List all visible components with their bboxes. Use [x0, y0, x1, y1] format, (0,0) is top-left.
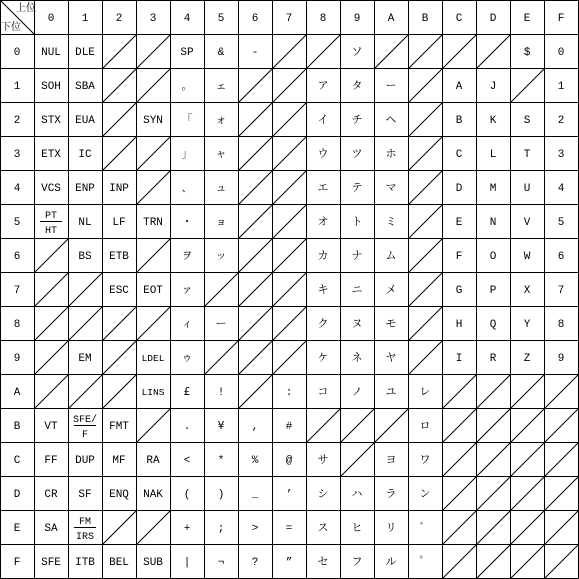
empty-cell-diagonal	[205, 273, 239, 307]
row-header: 1	[13, 81, 21, 93]
code-cell: CR	[44, 489, 58, 501]
code-cell: FMT	[109, 421, 129, 433]
code-cell: ャ	[215, 147, 227, 160]
empty-cell-diagonal	[477, 375, 511, 409]
code-cell: STX	[41, 115, 61, 127]
code-cell: 、	[181, 181, 193, 194]
code-cell: IC	[78, 149, 92, 161]
empty-cell-diagonal	[477, 443, 511, 477]
code-cell: ヌ	[351, 317, 363, 330]
column-header: 9	[353, 13, 361, 25]
empty-cell-diagonal	[103, 69, 137, 103]
code-cell: レ	[419, 385, 431, 398]
code-cell: 4	[557, 183, 565, 195]
code-cell: ン	[419, 487, 431, 500]
empty-cell-diagonal	[35, 341, 69, 375]
empty-cell-diagonal	[443, 511, 477, 545]
code-cell: SA	[44, 523, 58, 535]
code-cell: ミ	[385, 215, 397, 228]
code-cell: ー	[215, 317, 227, 330]
code-cell: VCS	[41, 183, 61, 195]
code-cell: BS	[78, 251, 92, 263]
column-header: 8	[319, 13, 327, 25]
empty-cell-diagonal	[409, 137, 443, 171]
empty-cell-diagonal	[545, 477, 579, 511]
empty-cell-diagonal	[409, 103, 443, 137]
code-cell: 6	[557, 251, 565, 263]
code-cell: EM	[78, 353, 92, 365]
code-cell: ハ	[351, 487, 363, 500]
row-header: 9	[13, 353, 21, 365]
code-cell: ウ	[317, 147, 329, 160]
empty-cell-diagonal	[69, 273, 103, 307]
empty-cell-diagonal	[103, 103, 137, 137]
code-cell: ヲ	[181, 249, 193, 262]
empty-cell-diagonal	[409, 273, 443, 307]
empty-cell-diagonal	[409, 69, 443, 103]
column-header: 4	[183, 13, 191, 25]
code-cell: DUP	[75, 455, 95, 467]
code-cell-lower: F	[81, 430, 89, 441]
column-header: E	[523, 13, 531, 25]
empty-cell-diagonal	[273, 137, 307, 171]
empty-cell-diagonal	[477, 35, 511, 69]
code-cell: <	[183, 455, 191, 467]
code-cell: ゛	[419, 521, 431, 534]
code-cell: F	[455, 251, 463, 263]
code-cell: =	[285, 523, 293, 535]
empty-cell-diagonal	[103, 341, 137, 375]
empty-cell-diagonal	[409, 239, 443, 273]
empty-cell-diagonal	[137, 409, 171, 443]
code-cell: メ	[385, 283, 397, 296]
code-cell: ソ	[351, 45, 363, 58]
row-header: 7	[13, 285, 21, 297]
empty-cell-diagonal	[137, 35, 171, 69]
empty-cell-diagonal	[137, 307, 171, 341]
code-cell: ッ	[215, 249, 227, 262]
code-cell: RA	[146, 455, 160, 467]
empty-cell-diagonal	[409, 341, 443, 375]
code-cell: SOH	[41, 81, 61, 93]
empty-cell-diagonal	[137, 239, 171, 273]
code-cell: NL	[78, 217, 92, 229]
empty-cell-diagonal	[273, 103, 307, 137]
column-header: D	[489, 13, 497, 25]
code-cell: S	[523, 115, 531, 127]
empty-cell-diagonal	[239, 103, 273, 137]
code-cell: :	[285, 387, 293, 399]
row-header: 8	[13, 319, 21, 331]
code-cell: ェ	[215, 79, 227, 92]
empty-cell-diagonal	[443, 375, 477, 409]
column-header: 2	[115, 13, 123, 25]
code-cell: セ	[317, 555, 329, 568]
code-cell: フ	[351, 555, 363, 568]
code-cell-upper: PT	[44, 211, 58, 222]
empty-cell-diagonal	[511, 69, 545, 103]
code-cell: ョ	[215, 215, 227, 228]
code-cell: N	[489, 217, 497, 229]
empty-cell-diagonal	[103, 375, 137, 409]
code-cell: ワ	[419, 453, 431, 466]
code-cell: TRN	[143, 217, 163, 229]
code-cell: 「	[181, 113, 193, 126]
code-cell: リ	[385, 521, 397, 534]
empty-cell-diagonal	[239, 273, 273, 307]
code-cell: LDEL	[141, 353, 165, 364]
row-header: 2	[13, 115, 21, 127]
code-cell: ュ	[215, 181, 227, 194]
empty-cell-diagonal	[511, 375, 545, 409]
code-cell: LINS	[141, 387, 165, 398]
code-cell: ¥	[217, 419, 225, 432]
column-header: A	[387, 13, 395, 25]
code-cell: D	[455, 183, 463, 195]
row-header: 3	[13, 149, 21, 161]
empty-cell-diagonal	[103, 307, 137, 341]
empty-cell-diagonal	[545, 409, 579, 443]
code-cell: カ	[317, 249, 329, 262]
corner-lower-label: 下位	[1, 22, 21, 33]
empty-cell-diagonal	[511, 477, 545, 511]
code-cell: INP	[109, 183, 129, 195]
code-cell: *	[217, 455, 225, 467]
empty-cell-diagonal	[35, 273, 69, 307]
code-cell: SUB	[143, 557, 163, 569]
row-header: 5	[13, 217, 21, 229]
row-header: 6	[13, 251, 21, 263]
code-cell: ESC	[109, 285, 129, 297]
code-cell: 9	[557, 353, 565, 365]
empty-cell-diagonal	[69, 307, 103, 341]
code-cell: イ	[317, 113, 329, 126]
code-cell: コ	[317, 385, 329, 398]
code-cell: Y	[523, 319, 531, 331]
empty-cell-diagonal	[69, 375, 103, 409]
code-cell: ?	[251, 557, 259, 569]
code-cell: Z	[523, 353, 531, 365]
code-cell: U	[523, 183, 531, 195]
code-cell: シ	[317, 487, 329, 500]
code-cell: ノ	[351, 385, 363, 398]
empty-cell-diagonal	[35, 307, 69, 341]
empty-cell-diagonal	[443, 443, 477, 477]
empty-cell-diagonal	[273, 307, 307, 341]
row-header: D	[13, 489, 21, 501]
code-cell: オ	[317, 215, 329, 228]
code-cell: NUL	[41, 47, 61, 59]
code-cell: )	[217, 489, 225, 501]
code-cell: P	[489, 285, 497, 297]
code-cell: #	[285, 421, 293, 433]
row-header: B	[13, 421, 21, 433]
code-cell: ー	[385, 79, 397, 92]
code-cell: ィ	[181, 317, 193, 330]
empty-cell-diagonal	[307, 35, 341, 69]
code-cell: タ	[351, 79, 363, 92]
code-cell: ス	[317, 521, 329, 534]
code-cell: EOT	[143, 285, 163, 297]
code-cell: M	[489, 183, 497, 195]
code-cell: 1	[557, 81, 565, 93]
code-cell: ケ	[317, 351, 329, 364]
code-cell-upper: SFE/	[72, 415, 98, 426]
empty-cell-diagonal	[409, 205, 443, 239]
empty-cell-diagonal	[273, 239, 307, 273]
code-cell: ¬	[217, 557, 225, 569]
empty-cell-diagonal	[477, 511, 511, 545]
code-cell: V	[523, 217, 531, 229]
code-cell: EUA	[75, 115, 95, 127]
empty-cell-diagonal	[137, 511, 171, 545]
empty-cell-diagonal	[375, 35, 409, 69]
column-header: 1	[81, 13, 89, 25]
code-cell: ・	[181, 215, 193, 228]
code-cell: C	[455, 149, 463, 161]
code-cell: ヘ	[385, 113, 397, 126]
empty-cell-diagonal	[443, 35, 477, 69]
code-cell: ク	[317, 317, 329, 330]
code-cell: Q	[489, 319, 497, 331]
code-cell: ENP	[75, 183, 95, 195]
column-header: 7	[285, 13, 293, 25]
code-cell: ナ	[351, 249, 363, 262]
code-cell: H	[455, 319, 463, 331]
code-cell: ロ	[419, 419, 431, 432]
column-header: 5	[217, 13, 225, 25]
empty-cell-diagonal	[477, 545, 511, 579]
empty-cell-diagonal	[443, 477, 477, 511]
code-cell: %	[251, 455, 259, 467]
code-cell: 7	[557, 285, 565, 297]
code-cell: J	[489, 81, 497, 93]
code-cell: モ	[385, 317, 397, 330]
empty-cell-diagonal	[341, 443, 375, 477]
empty-cell-diagonal	[103, 511, 137, 545]
code-cell: ヨ	[385, 453, 397, 466]
code-cell: ア	[317, 79, 329, 92]
column-header: 6	[251, 13, 259, 25]
empty-cell-diagonal	[239, 137, 273, 171]
code-cell: T	[523, 149, 531, 161]
row-header: E	[13, 523, 21, 535]
empty-cell-diagonal	[511, 443, 545, 477]
code-cell: SFE	[41, 557, 61, 569]
code-cell: -	[251, 47, 259, 59]
empty-cell-diagonal	[443, 545, 477, 579]
code-cell: SBA	[75, 81, 95, 93]
empty-cell-diagonal	[307, 409, 341, 443]
empty-cell-diagonal	[273, 205, 307, 239]
code-cell: G	[455, 285, 463, 297]
code-cell: ヤ	[385, 351, 397, 364]
code-cell: ツ	[351, 147, 363, 160]
code-cell: サ	[317, 453, 329, 466]
code-cell: ル	[385, 555, 397, 568]
empty-cell-diagonal	[239, 375, 273, 409]
code-cell: ITB	[75, 557, 95, 569]
empty-cell-diagonal	[273, 171, 307, 205]
empty-cell-diagonal	[239, 341, 273, 375]
row-header: 0	[13, 47, 21, 59]
empty-cell-diagonal	[239, 307, 273, 341]
code-cell: エ	[317, 181, 329, 194]
code-cell-lower: IRS	[75, 532, 95, 543]
empty-cell-diagonal	[409, 307, 443, 341]
empty-cell-diagonal	[545, 375, 579, 409]
code-cell: DLE	[75, 47, 95, 59]
code-cell: VT	[44, 421, 58, 433]
code-cell: ユ	[385, 385, 397, 398]
code-cell: ト	[351, 215, 363, 228]
corner-upper-label: 上位	[16, 3, 36, 14]
empty-cell-diagonal	[239, 205, 273, 239]
code-cell: @	[285, 455, 293, 467]
code-cell: ENQ	[109, 489, 129, 501]
code-cell: BEL	[109, 557, 129, 569]
empty-cell-diagonal	[511, 409, 545, 443]
code-cell: 3	[557, 149, 565, 161]
code-cell: ム	[385, 249, 397, 262]
code-cell: 。	[181, 79, 193, 92]
empty-cell-diagonal	[409, 171, 443, 205]
code-cell: SYN	[143, 115, 163, 127]
empty-cell-diagonal	[239, 69, 273, 103]
empty-cell-diagonal	[273, 69, 307, 103]
empty-cell-diagonal	[511, 545, 545, 579]
code-cell: キ	[317, 283, 329, 296]
code-cell: L	[489, 149, 497, 161]
empty-cell-diagonal	[273, 341, 307, 375]
code-cell: £	[183, 385, 191, 398]
code-cell: ’	[285, 489, 293, 501]
row-header: C	[13, 455, 21, 467]
column-header: 3	[149, 13, 157, 25]
row-headers	[14, 47, 21, 569]
empty-cell-diagonal	[103, 137, 137, 171]
empty-cell-diagonal	[35, 375, 69, 409]
code-cell: ホ	[385, 147, 397, 160]
column-header: 0	[47, 13, 55, 25]
row-header: 4	[13, 183, 21, 195]
empty-cell-diagonal	[545, 545, 579, 579]
empty-cell-diagonal	[375, 409, 409, 443]
code-cell: .	[183, 421, 191, 433]
code-cell: &	[217, 47, 225, 59]
empty-cell-diagonal	[545, 511, 579, 545]
empty-cell-diagonal	[239, 171, 273, 205]
code-cell: ,	[251, 421, 259, 433]
empty-cell-diagonal	[511, 511, 545, 545]
empty-cell-diagonal	[35, 239, 69, 273]
empty-cell-diagonal	[239, 239, 273, 273]
empty-cell-diagonal	[137, 69, 171, 103]
empty-cell-diagonal	[477, 409, 511, 443]
empty-cell-diagonal	[341, 409, 375, 443]
code-cell: ヒ	[351, 521, 363, 534]
empty-cell-diagonal	[103, 35, 137, 69]
code-cell: I	[455, 353, 463, 365]
code-cell: A	[455, 81, 463, 93]
code-cell: ォ	[215, 113, 227, 126]
empty-cell-diagonal	[443, 409, 477, 443]
code-cell-lower: HT	[44, 226, 58, 237]
code-cell: MF	[112, 455, 126, 467]
code-cell: |	[183, 557, 191, 569]
code-cell: X	[523, 285, 531, 297]
code-cell: ァ	[181, 283, 193, 296]
empty-cell-diagonal	[545, 443, 579, 477]
code-cell: SF	[78, 489, 92, 501]
code-cell: ;	[217, 523, 225, 535]
code-cell: K	[489, 115, 497, 127]
code-cell: +	[183, 523, 191, 535]
code-cell: テ	[351, 181, 363, 194]
code-cell: ”	[285, 557, 293, 569]
empty-cell-diagonal	[477, 477, 511, 511]
code-cell: ゥ	[181, 351, 193, 364]
empty-cell-diagonal	[205, 341, 239, 375]
code-cell: チ	[351, 113, 363, 126]
code-cell: E	[455, 217, 463, 229]
code-cell: 」	[181, 147, 193, 160]
code-cell: ETX	[41, 149, 61, 161]
code-cell: O	[489, 251, 497, 263]
row-header: F	[13, 557, 21, 569]
code-cell: R	[489, 353, 497, 365]
code-cell: 2	[557, 115, 565, 127]
code-cell: >	[251, 523, 259, 535]
code-cell: W	[523, 251, 531, 263]
row-header: A	[13, 387, 21, 399]
column-header: F	[557, 13, 565, 25]
code-cell: ETB	[109, 251, 129, 263]
code-cell: (	[183, 489, 191, 501]
code-cell: 8	[557, 319, 565, 331]
code-cell: SP	[180, 47, 194, 59]
corner-cell	[0, 0, 36, 34]
empty-cell-diagonal	[409, 35, 443, 69]
code-cell: ラ	[385, 487, 397, 500]
code-cell: $	[523, 47, 531, 59]
code-cell: NAK	[143, 489, 163, 501]
code-cell: ゜	[419, 555, 431, 568]
code-cell: マ	[385, 181, 397, 194]
code-cell: B	[455, 115, 463, 127]
code-cell: FF	[44, 455, 58, 467]
code-cell: _	[251, 489, 259, 501]
column-header: B	[421, 13, 429, 25]
empty-cell-diagonal	[273, 273, 307, 307]
empty-cell-diagonal	[137, 137, 171, 171]
code-cell: !	[217, 387, 225, 399]
code-cell: 0	[557, 47, 565, 59]
code-cell-upper: FM	[78, 517, 92, 528]
column-header: C	[455, 13, 463, 25]
empty-cell-diagonal	[273, 35, 307, 69]
code-cell: 5	[557, 217, 565, 229]
code-cell: ネ	[351, 351, 363, 364]
code-cell: ニ	[351, 283, 363, 296]
code-cell: LF	[112, 217, 126, 229]
empty-cell-diagonal	[137, 171, 171, 205]
